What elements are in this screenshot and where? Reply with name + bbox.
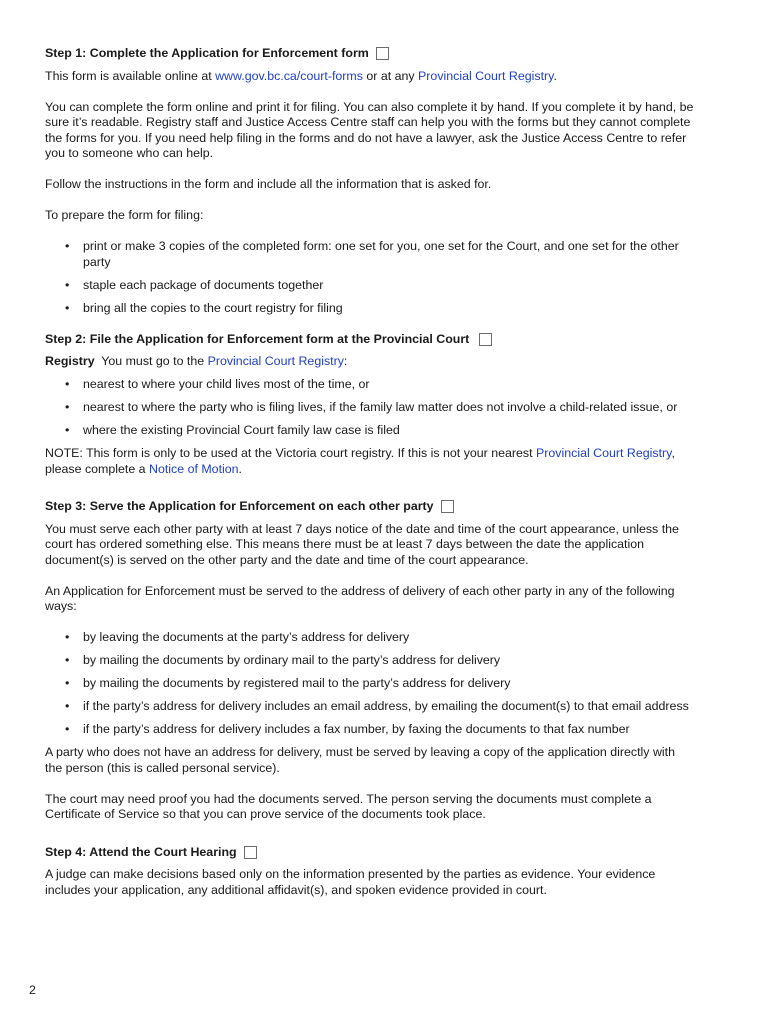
list-item xyxy=(45,400,695,416)
notice-of-motion-link[interactable]: Notice of Motion xyxy=(149,461,239,476)
step3-para3: A party who does not have an address for delivery, must be served by leaving a copy of the application directly with the person (this is called personal service). xyxy=(45,745,675,775)
registry-link[interactable]: Provincial Court Registry xyxy=(418,68,554,83)
list-item xyxy=(45,676,695,692)
step1-checkbox[interactable] xyxy=(376,47,389,60)
list-item xyxy=(45,653,695,669)
bullet-icon: • xyxy=(65,239,70,253)
list-item xyxy=(45,239,695,270)
intro-text: You must go to the xyxy=(94,354,208,368)
list-item-text: bring all the copies to the court registry for filing xyxy=(83,300,343,315)
list-item xyxy=(45,423,695,439)
note-text: NOTE: This form is only to be used at the Victoria court registry. If this is not your nearest xyxy=(45,446,537,460)
registry-link[interactable]: Provincial Court Registry xyxy=(536,446,672,460)
step2-heading xyxy=(45,332,695,348)
document-page xyxy=(45,46,695,898)
list-item-text: print or make 3 copies of the completed form: one set for you, one set for the Court, and one set for the other party xyxy=(83,239,679,269)
step1-availability xyxy=(45,69,695,85)
step4-heading xyxy=(45,845,695,861)
availability-text: This form is available online at xyxy=(45,68,216,83)
bullet-icon: • xyxy=(65,653,70,667)
page-number: 2 xyxy=(29,983,36,997)
bullet-icon: • xyxy=(65,423,70,437)
list-item xyxy=(45,301,695,317)
list-item-text: staple each package of documents together xyxy=(83,277,324,292)
list-item-text: nearest to where your child lives most of the time, or xyxy=(83,377,370,391)
step1-bullet-list xyxy=(45,239,695,316)
step2-heading-text: Step 2: File the Application for Enforcement form at the Provincial Court xyxy=(45,331,470,346)
registry-link[interactable]: Provincial Court Registry xyxy=(207,354,344,368)
bullet-icon: • xyxy=(65,300,70,315)
step4-para1: A judge can make decisions based only on the information presented by the parties as evidence. Your evidence includes your application, any additional affidavit(s), and spoken evidence provided in court. xyxy=(45,867,656,897)
step3-para4: The court may need proof you had the documents served. The person serving the documents must complete a Certificate of Service so that you can prove service of the documents took place. xyxy=(45,791,652,821)
list-item xyxy=(45,630,695,646)
step2-intro xyxy=(45,354,695,370)
step4-checkbox[interactable] xyxy=(244,846,257,859)
step1-para2: Follow the instructions in the form and include all the information that is asked for. xyxy=(45,177,492,191)
step3-para1: You must serve each other party with at least 7 days notice of the date and time of the court appearance, unless the court has ordered something else. This means there must be at least 7 days between the date the application document(s) is served on the other party and the date and time of the court appearance. xyxy=(45,521,679,567)
step1-heading-text: Step 1: Complete the Application for Enforcement form xyxy=(45,46,369,60)
step3-heading-text: Step 3: Serve the Application for Enforcement on each other party xyxy=(45,499,434,513)
list-item-text: if the party’s address for delivery includes an email address, by emailing the document(s) to that email address xyxy=(83,699,689,713)
step1-heading xyxy=(45,46,695,62)
list-item xyxy=(45,278,695,294)
note-text-end: . xyxy=(238,461,242,476)
availability-text-mid: or at any xyxy=(362,68,419,83)
list-item-text: by leaving the documents at the party’s address for delivery xyxy=(83,630,410,644)
step3-bullet-list xyxy=(45,630,695,738)
step3-checkbox[interactable] xyxy=(441,500,454,513)
bullet-icon: • xyxy=(65,377,70,391)
step2-heading-continued: Registry xyxy=(45,354,95,368)
bullet-icon: • xyxy=(65,699,70,713)
intro-text-end: : xyxy=(343,354,348,368)
bullet-icon: • xyxy=(65,722,70,736)
step4-heading-text: Step 4: Attend the Court Hearing xyxy=(45,844,237,859)
bullet-icon: • xyxy=(65,277,70,292)
list-item xyxy=(45,377,695,393)
list-item-text: by mailing the documents by ordinary mail to the party’s address for delivery xyxy=(83,653,501,667)
list-item-text: if the party’s address for delivery includes a fax number, by faxing the documents to that fax number xyxy=(83,722,630,736)
bullet-icon: • xyxy=(65,676,70,690)
list-item xyxy=(45,699,695,715)
list-item-text: where the existing Provincial Court family law case is filed xyxy=(83,423,400,437)
note-text-mid: , please complete a xyxy=(45,446,675,476)
step3-para2: An Application for Enforcement must be served to the address of delivery of each other party in any of the following ways: xyxy=(45,583,675,613)
bullet-icon: • xyxy=(65,400,70,414)
availability-text-end: . xyxy=(553,68,557,83)
court-forms-link[interactable]: www.gov.bc.ca/court-forms xyxy=(215,68,363,83)
step1-para1: You can complete the form online and print it for filing. You can also complete it by hand. If you complete it by hand, be sure it’s readable. Registry staff and Justice Access Centre staff can help you with the forms but they cannot complete the forms for you. If you need help filing in the forms and do not have a lawyer, ask the Justice Access Centre to refer you to someone who can help. xyxy=(45,99,694,160)
list-item-text: nearest to where the party who is filing lives, if the family law matter does not involve a child-related issue, or xyxy=(83,400,678,414)
list-item-text: by mailing the documents by registered mail to the party’s address for delivery xyxy=(83,676,511,690)
step2-bullet-list xyxy=(45,377,695,439)
bullet-icon: • xyxy=(65,630,70,644)
list-item xyxy=(45,722,695,738)
step2-checkbox[interactable] xyxy=(479,333,492,346)
step1-para3: To prepare the form for filing: xyxy=(45,208,204,222)
step2-note xyxy=(45,446,695,477)
step3-heading xyxy=(45,499,695,515)
